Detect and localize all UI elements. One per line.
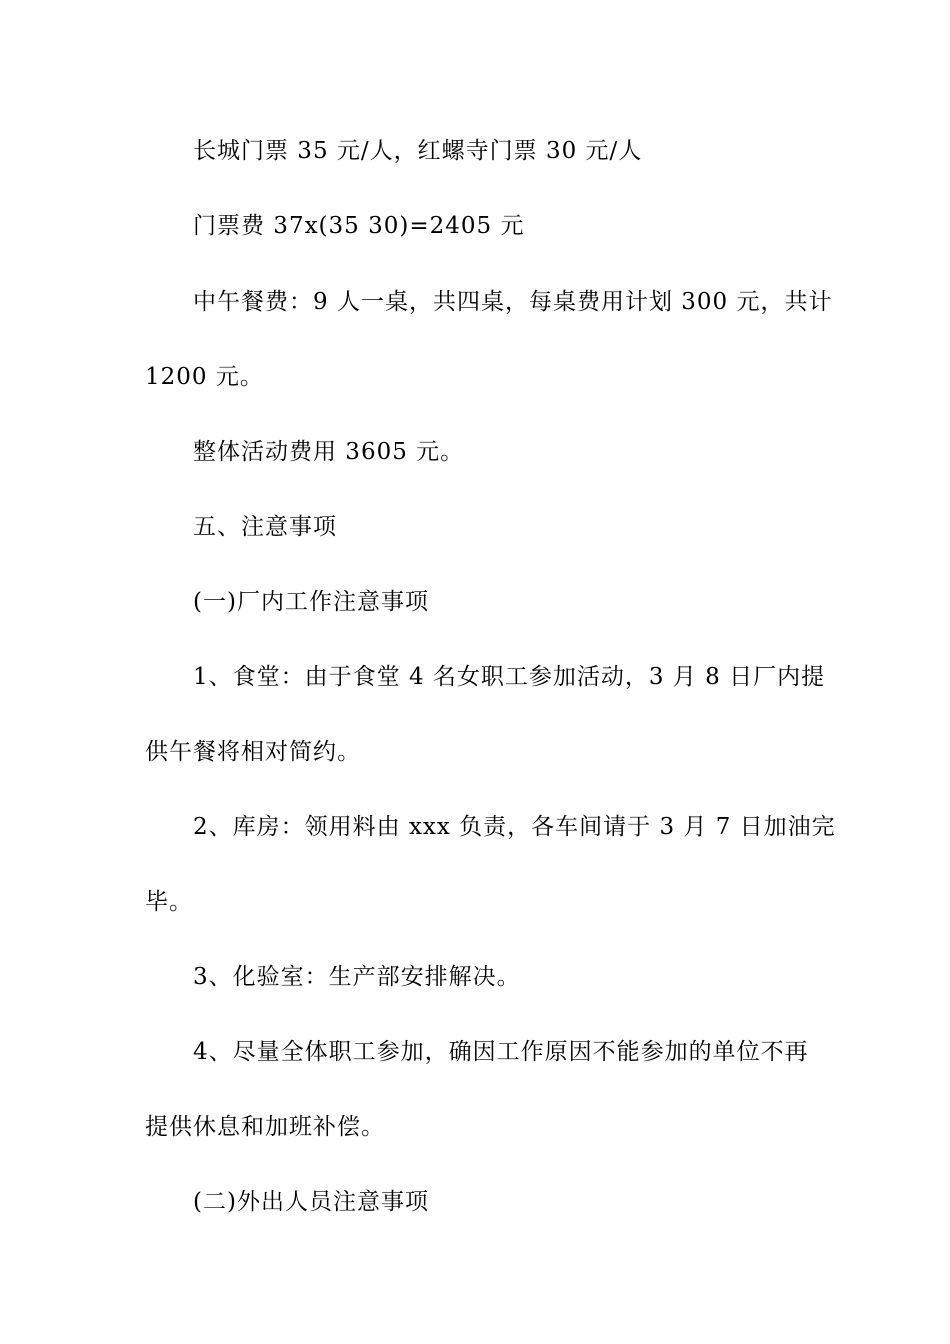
text-line-item-4-cont: 提供休息和加班补偿。 xyxy=(145,1114,385,1140)
text-line-item-2: 2、库房：领用料由 xxx 负责，各车间请于 3 月 7 日加油完 xyxy=(193,814,836,840)
text-line-lunch-cost-cont: 1200 元。 xyxy=(145,364,264,390)
text-line-ticket-total: 门票费 37x(35 30)=2405 元 xyxy=(193,213,525,239)
text-line-ticket-prices: 长城门票 35 元/人，红螺寺门票 30 元/人 xyxy=(193,138,643,164)
text-line-total-cost: 整体活动费用 3605 元。 xyxy=(193,439,465,465)
text-line-item-2-cont: 毕。 xyxy=(145,889,193,915)
text-line-item-3: 3、化验室：生产部安排解决。 xyxy=(193,964,521,990)
section-heading-notes: 五、注意事项 xyxy=(193,514,337,540)
subsection-heading-in-factory: (一)厂内工作注意事项 xyxy=(193,589,429,615)
subsection-heading-outing: (二)外出人员注意事项 xyxy=(193,1189,429,1215)
text-line-item-1-cont: 供午餐将相对简约。 xyxy=(145,739,361,765)
text-line-item-4: 4、尽量全体职工参加，确因工作原因不能参加的单位不再 xyxy=(193,1039,809,1065)
text-line-item-1: 1、食堂：由于食堂 4 名女职工参加活动，3 月 8 日厂内提 xyxy=(193,664,826,690)
text-line-lunch-cost: 中午餐费：9 人一桌，共四桌，每桌费用计划 300 元，共计 xyxy=(193,289,833,315)
